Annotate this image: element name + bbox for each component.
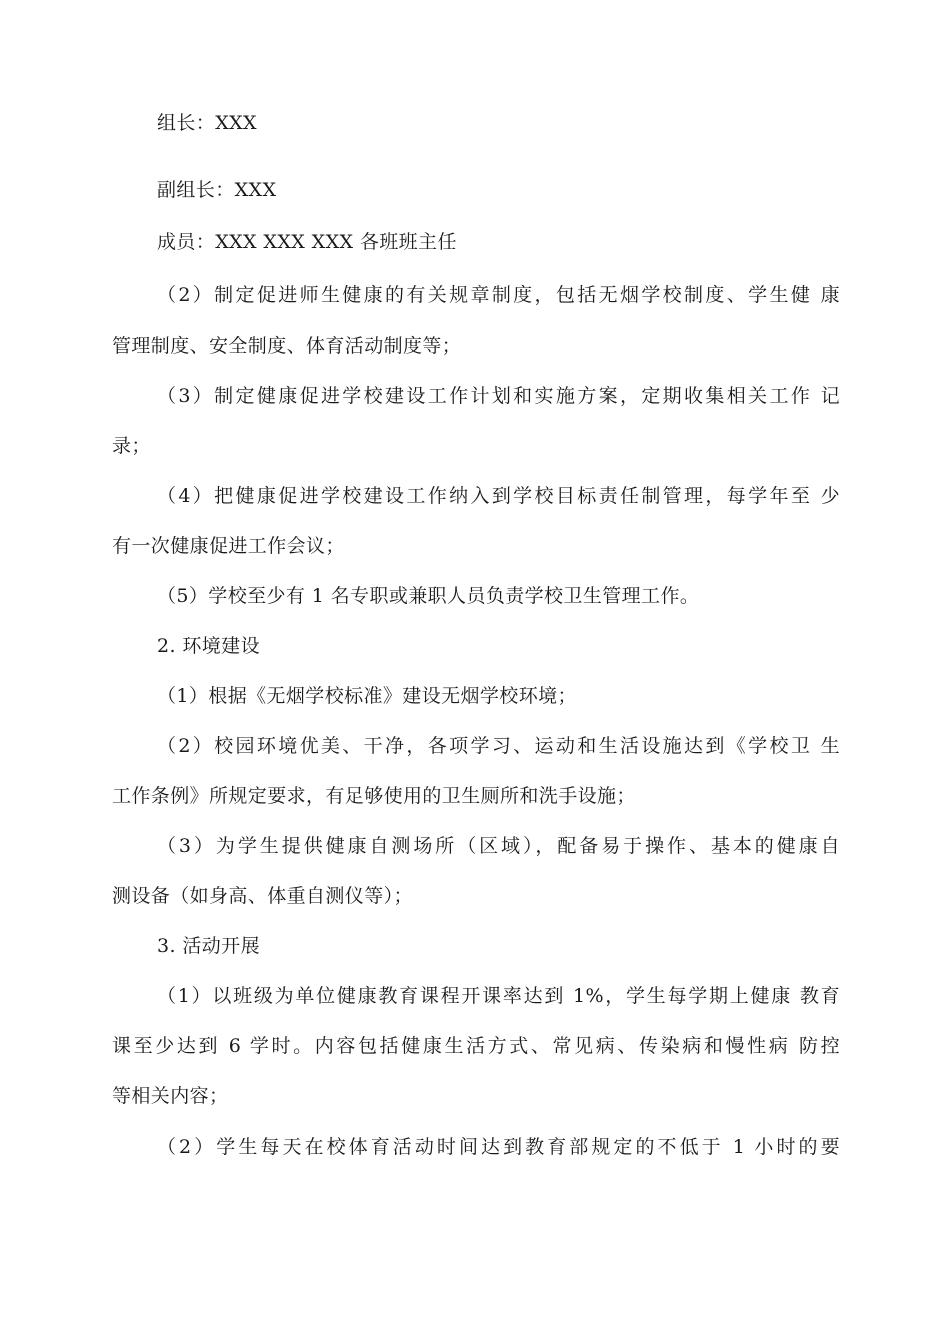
paragraph-line: 课至少达到 6 学时。内容包括健康生活方式、常见病、传染病和慢性病 防控 <box>112 1035 840 1057</box>
paragraph-line: 测设备（如身高、体重自测仪等）； <box>112 885 413 907</box>
paragraph-line: 有一次健康促进工作会议； <box>112 535 345 557</box>
paragraph-line: （3）为学生提供健康自测场所（区域），配备易于操作、基本的健康自 <box>157 835 840 857</box>
section-heading: 3. 活动开展 <box>157 935 260 957</box>
paragraph-line: 管理制度、安全制度、体育活动制度等； <box>112 335 462 357</box>
paragraph-line: 工作条例》所规定要求，有足够使用的卫生厕所和洗手设施； <box>112 785 636 807</box>
leader-line: 组长：XXX <box>157 112 257 134</box>
deputy-leader-line: 副组长：XXX <box>157 179 277 201</box>
paragraph-line: （3）制定健康促进学校建设工作计划和实施方案，定期收集相关工作 记 <box>157 385 840 407</box>
paragraph-line: （2）校园环境优美、干净，各项学习、运动和生活设施达到《学校卫 生 <box>157 735 840 757</box>
paragraph-line: （1）根据《无烟学校标准》建设无烟学校环境； <box>157 685 577 707</box>
paragraph-line: （4）把健康促进学校建设工作纳入到学校目标责任制管理，每学年至 少 <box>157 485 840 507</box>
paragraph-line: （1）以班级为单位健康教育课程开课率达到 1%，学生每学期上健康 教育 <box>157 985 840 1007</box>
paragraph-line: （2）学生每天在校体育活动时间达到教育部规定的不低于 1 小时的要 <box>157 1136 840 1158</box>
members-line: 成员：XXX XXX XXX 各班班主任 <box>157 231 457 253</box>
paragraph-line: 等相关内容； <box>112 1085 229 1107</box>
paragraph-line: （5）学校至少有 1 名专职或兼职人员负责学校卫生管理工作。 <box>157 585 700 607</box>
paragraph-line: （2）制定促进师生健康的有关规章制度，包括无烟学校制度、学生健 康 <box>157 284 840 306</box>
section-heading: 2. 环境建设 <box>157 635 260 657</box>
paragraph-line: 录； <box>112 435 151 457</box>
